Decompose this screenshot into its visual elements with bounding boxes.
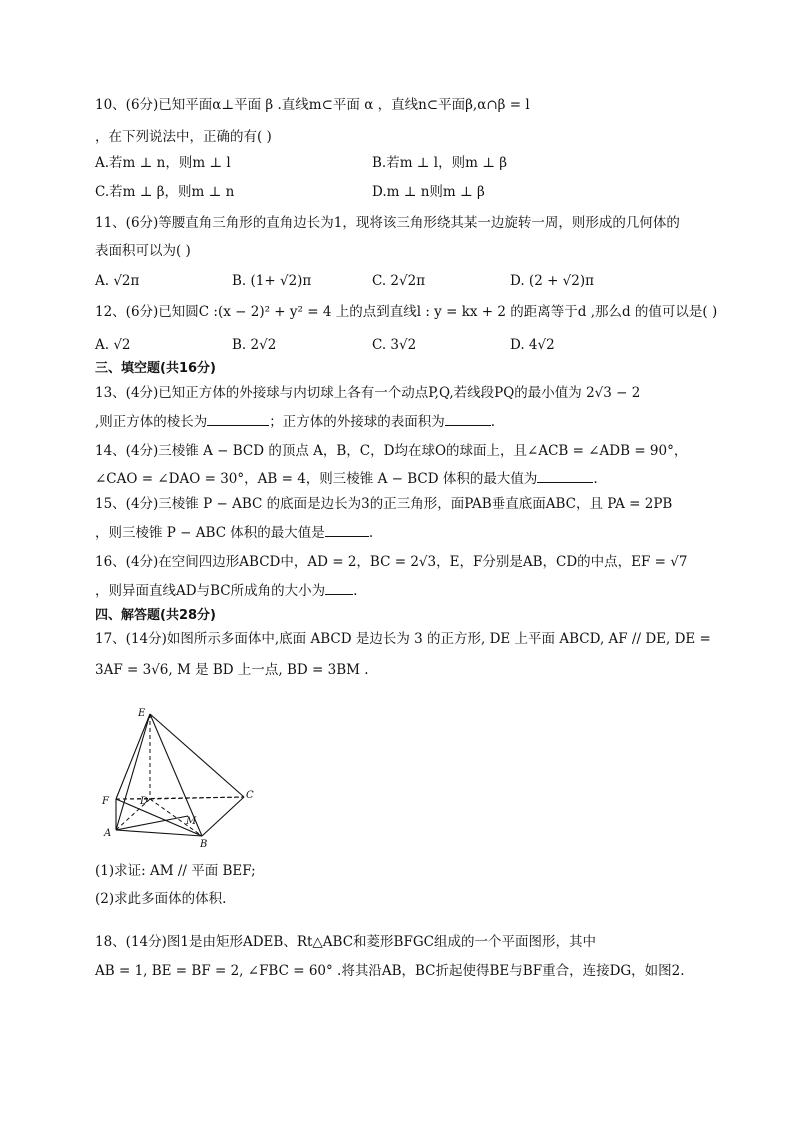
q16-stem: 16、(4分)在空间四边形ABCD中，AD = 2，BC = 2√3，E，F分别是AB，CD的中点，EF = √7 — [95, 554, 688, 570]
q11-stem-cont: 表面积可以为( ) — [95, 243, 191, 259]
edge-EA — [116, 714, 150, 830]
answer-blank — [537, 470, 593, 483]
q17-part2: (2)求此多面体的体积. — [95, 891, 227, 907]
answer-blank — [207, 413, 269, 426]
q17-stem-cont: 3AF = 3√6, M 是 BD 上一点, BD = 3BM . — [95, 662, 369, 678]
edge-AM — [116, 816, 188, 830]
label-B: B — [200, 839, 208, 850]
q13-part1: ,则正方体的棱长为 — [95, 414, 208, 430]
edge-EC — [150, 714, 244, 797]
label-D: D — [140, 796, 149, 807]
q10-option-c: C.若m ⊥ β，则m ⊥ n — [95, 184, 235, 200]
q15-part1: ，则三棱锥 P − ABC 体积的最大值是 — [95, 525, 325, 541]
q12-option-c: C. 3√2 — [372, 337, 417, 353]
q11-option-b: B. (1+ √2)π — [232, 273, 312, 289]
label-A: A — [104, 828, 112, 839]
q13-period: . — [490, 414, 496, 430]
edge-BC — [202, 797, 244, 836]
q12-option-a: A. √2 — [95, 337, 131, 353]
edge-FE — [116, 714, 150, 799]
q15-stem: 15、(4分)三棱锥 P − ABC 的底面是边长为3的正三角形，面PAB垂直底面ABC，且 PA = 2PB — [95, 496, 673, 512]
q10-stem: 10、(6分)已知平面α⊥平面 β .直线m⊂平面 α ，直线n⊂平面β,α∩β = l — [95, 97, 530, 113]
q17-part1: (1)求证: AM // 平面 BEF; — [95, 863, 256, 879]
q13-stem-cont — [95, 413, 495, 431]
answer-blank — [325, 524, 369, 537]
q12-stem: 12、(6分)已知圆C :(x − 2)² + y² = 4 上的点到直线l : y = kx + 2 的距离等于d ,那么d 的值可以是( ) — [95, 304, 718, 320]
q11-option-a: A. √2π — [95, 273, 140, 289]
q14-stem-cont — [95, 470, 598, 488]
polyhedron-figure — [98, 700, 268, 850]
q12-option-b: B. 2√2 — [232, 337, 277, 353]
section-heading-solutions: 四、解答题(共28分) — [95, 608, 216, 623]
label-F: F — [102, 796, 109, 807]
label-E: E — [138, 708, 146, 719]
q10-option-a: A.若m ⊥ n，则m ⊥ l — [95, 155, 231, 171]
q18-stem: 18、(14分)图1是由矩形ADEB、Rt△ABC和菱形BFGC组成的一个平面图形，其中 — [95, 934, 596, 950]
q18-stem-cont: AB = 1, BE = BF = 2, ∠FBC = 60° .将其沿AB，BC折起使得BE与BF重合，连接DG，如图2. — [95, 963, 685, 979]
answer-blank — [325, 582, 353, 595]
answer-blank — [445, 413, 491, 426]
label-C: C — [246, 790, 254, 801]
q15-period: . — [368, 525, 374, 541]
section-heading-fill-in: 三、填空题(共16分) — [95, 361, 216, 376]
q10-stem-cont: ，在下列说法中，正确的有( ) — [95, 129, 272, 145]
q11-option-c: C. 2√2π — [372, 273, 426, 289]
q16-stem-cont — [95, 582, 357, 600]
q14-part1: ∠CAO = ∠DAO = 30°，AB = 4，则三棱锥 A − BCD 体积的最大值为 — [95, 471, 538, 487]
q16-part1: ，则异面直线AD与BC所成角的大小为 — [95, 583, 326, 599]
q10-option-d: D.m ⊥ n则m ⊥ β — [372, 184, 485, 200]
q17-stem: 17、(14分)如图所示多面体中,底面 ABCD 是边长为 3 的正方形, DE 上平面 ABCD, AF // DE, DE = — [95, 631, 711, 647]
q11-option-d: D. (2 + √2)π — [510, 273, 595, 289]
q13-part2: ；正方体的外接球的表面积为 — [269, 414, 445, 430]
q15-stem-cont — [95, 524, 373, 542]
q14-period: . — [593, 471, 598, 487]
q12-option-d: D. 4√2 — [510, 337, 555, 353]
q16-period: . — [353, 583, 358, 599]
q14-stem: 14、(4分)三棱锥 A − BCD 的顶点 A，B，C，D均在球O的球面上，且∠ACB = ∠ADB = 90°， — [95, 443, 688, 459]
q13-stem: 13、(4分)已知正方体的外接球与内切球上各有一个动点P,Q,若线段PQ的最小值为 2√3 − 2 — [95, 385, 641, 401]
q10-option-b: B.若m ⊥ l，则m ⊥ β — [372, 155, 507, 171]
label-M: M — [186, 816, 197, 827]
q11-stem: 11、(6分)等腰直角三角形的直角边长为1，现将该三角形绕其某一边旋转一周，则形成的几何体的 — [95, 215, 680, 231]
